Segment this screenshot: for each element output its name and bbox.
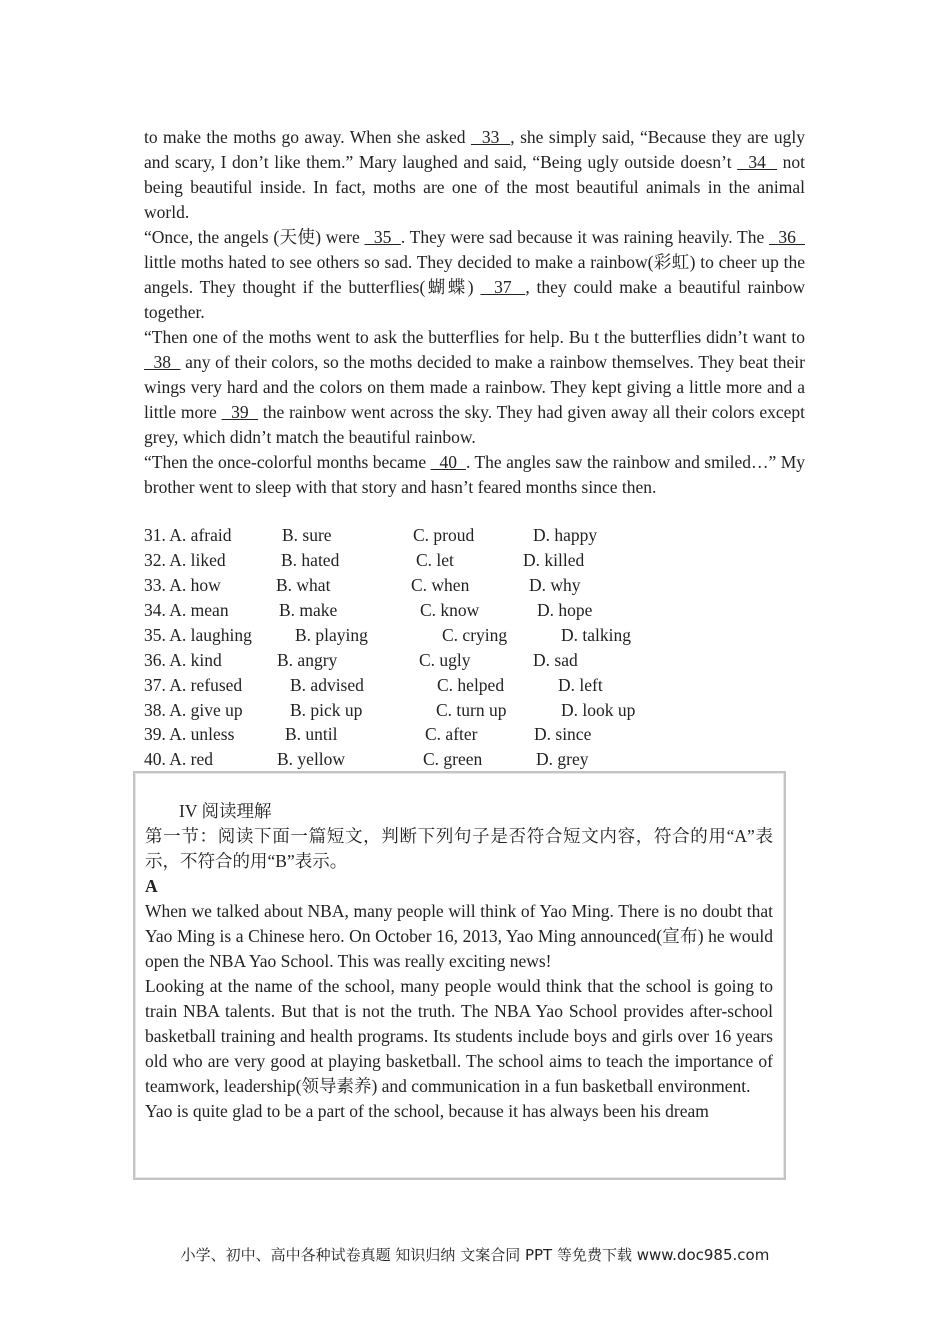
section-instructions: 第一节：阅读下面一篇短文，判断下列句子是否符合短文内容，符合的用“A”表示，不符合的用“B”表示。 — [145, 826, 773, 871]
blank-40: 40 — [430, 452, 466, 472]
option-row: 35. A. laughing B. playing C. crying D. talking — [144, 625, 631, 645]
blank-37: 37 — [480, 277, 526, 297]
option-row: 32. A. liked B. hated C. let D. killed — [144, 550, 585, 570]
passage-label: A — [145, 876, 158, 896]
reading-paragraph-2: Looking at the name of the school, many people would think that the school is going to train NBA talents. But that is not the truth. The NBA Yao School provides after-school basketball training and health programs. Its students include boys and girls over 16 years old who are very good at playing basketball. The school aims to teach the importance of teamwork, leadership(领导素养) and communication in a fun basketball environment. — [145, 976, 773, 1096]
option-row: 37. A. refused B. advised C. helped D. left — [144, 675, 603, 695]
passage-paragraph-1: to make the moths go away. When she asked 33 , she simply said, “Because they are ugly and scary, I don’t like them.” Mary laughed and said, “Being ugly outside doesn’t 34 not being beautiful inside. In fact, moths are one of the most beautiful animals in the animal world. — [144, 127, 806, 222]
blank-38: 38 — [144, 352, 181, 372]
blank-34: 34 — [737, 152, 778, 172]
blank-36: 36 — [768, 227, 806, 247]
reading-section-content — [145, 799, 773, 1124]
blank-39: 39 — [221, 402, 259, 422]
reading-section-box — [133, 771, 786, 1180]
passage-paragraph-3: “Then one of the moths went to ask the butterflies for help. Bu t the butterflies didn’t want to 38 any of their colors, so the moths decided to make a rainbow themselves. They beat their wings very hard and the colors on them made a rainbow. They kept giving a little more and a little more 39 the rainbow went across the sky. They had given away all their colors except grey, which didn’t match the beautiful rainbow. — [144, 327, 806, 447]
option-row: 38. A. give up B. pick up C. turn up D. look up — [144, 700, 636, 720]
option-row: 39. A. unless B. until C. after D. since — [144, 724, 592, 744]
section-title: IV 阅读理解 — [179, 801, 272, 821]
option-row: 31. A. afraid B. sure C. proud D. happy — [144, 525, 598, 545]
option-row: 34. A. mean B. make C. know D. hope — [144, 600, 593, 620]
blank-35: 35 — [364, 227, 401, 247]
cloze-passage — [144, 125, 805, 500]
option-row: 40. A. red B. yellow C. green D. grey — [144, 749, 589, 769]
reading-paragraph-1: When we talked about NBA, many people will think of Yao Ming. There is no doubt that Yao Ming is a Chinese hero. On October 16, 2013, Yao Ming announced(宣布) he would open the NBA Yao School. This was really exciting news! — [145, 901, 773, 971]
reading-paragraph-3: Yao is quite glad to be a part of the school, because it has always been his dream — [145, 1101, 709, 1121]
option-row: 36. A. kind B. angry C. ugly D. sad — [144, 650, 578, 670]
passage-paragraph-4: “Then the once-colorful months became 40 . The angles saw the rainbow and smiled…” My brother went to sleep with that story and hasn’t feared months since then. — [144, 452, 805, 497]
option-row: 33. A. how B. what C. when D. why — [144, 575, 581, 595]
passage-paragraph-2: “Once, the angels (天使) were 35 . They were sad because it was raining heavily. The 36 little moths hated to see others so sad. They decided to make a rainbow(彩虹) to cheer up the angels. They thought if the butterflies(蝴蝶) 37 , they could make a beautiful rainbow together. — [144, 227, 806, 322]
blank-33: 33 — [471, 127, 511, 147]
page-footer: 小学、初中、高中各种试卷真题 知识归纳 文案合同 PPT 等免费下载 www.doc985.com — [180, 1246, 770, 1264]
